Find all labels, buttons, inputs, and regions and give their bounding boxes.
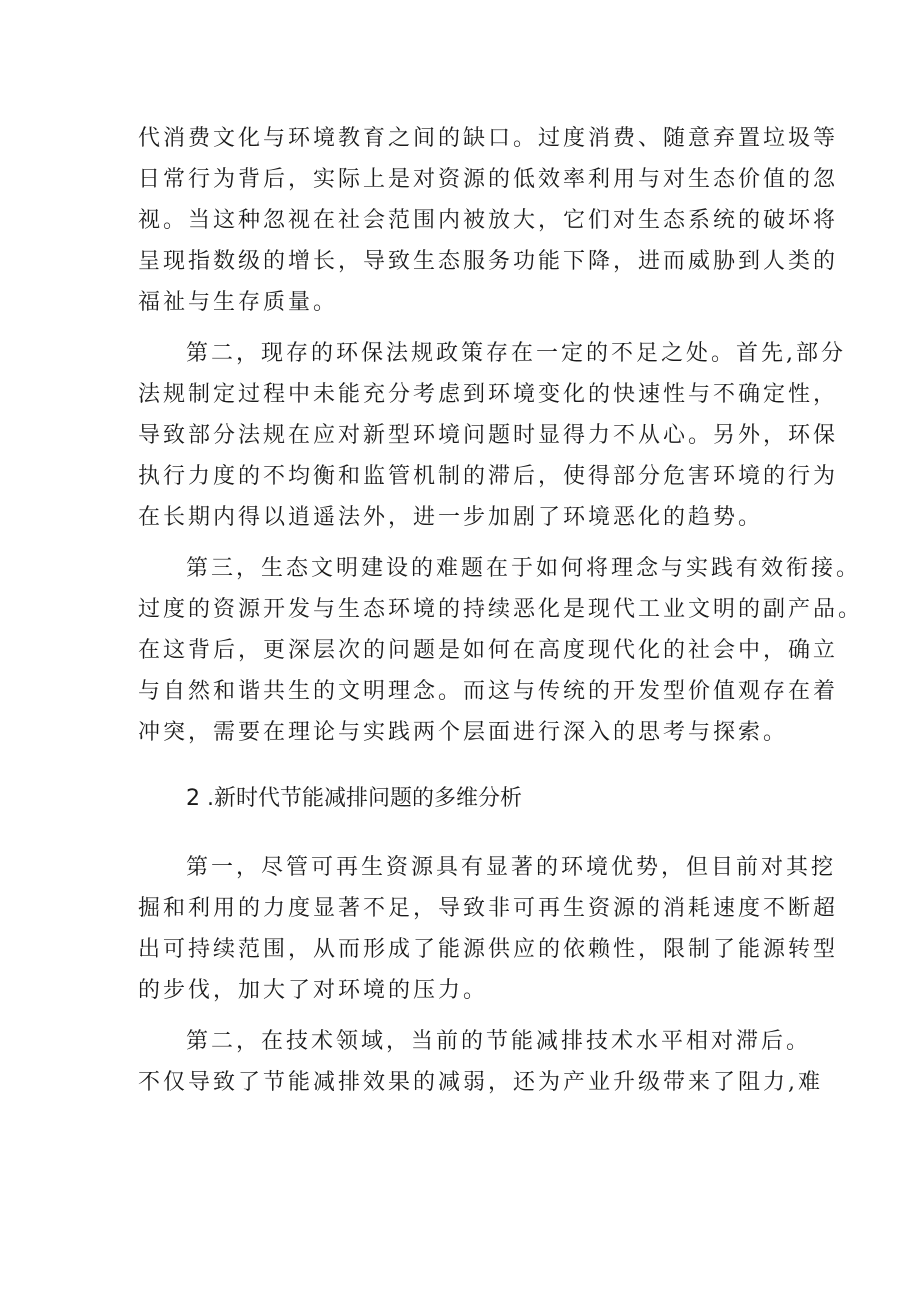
text-line: 掘和利用的力度显著不足，导致非可再生资源的消耗速度不断超 (138, 896, 839, 921)
text-line: 过度的资源开发与生态环境的持续恶化是现代工业文明的副产品。 (138, 597, 864, 622)
text-line: 的步伐，加大了对环境的压力。 (138, 978, 489, 1003)
paragraph-consumption-culture (138, 118, 839, 323)
paragraph-technology (138, 1021, 823, 1103)
text-line: 冲突，需要在理论与实践两个层面进行深入的思考与探索。 (138, 720, 789, 745)
text-line: 执行力度的不均衡和监管机制的滞后，使得部分危害环境的行为 (138, 464, 839, 489)
text-line: 不仅导致了节能减排效果的减弱，还为产业升级带来了阻力,难 (138, 1070, 823, 1095)
text-line: 第一，尽管可再生资源具有显著的环境优势，但目前对其挖 (186, 855, 837, 880)
text-line: 第二，在技术领域，当前的节能减排技术水平相对滞后。 (186, 1029, 812, 1054)
text-line: 第二，现存的环保法规政策存在一定的不足之处。首先,部分 (186, 341, 846, 366)
text-line: 导致部分法规在应对新型环境问题时显得力不从心。另外，环保 (138, 423, 839, 448)
text-line: 代消费文化与环境教育之间的缺口。过度消费、随意弃置垃圾等 (138, 126, 839, 151)
text-line: 与自然和谐共生的文明理念。而这与传统的开发型价值观存在着 (138, 679, 839, 704)
paragraph-ecological-civilization (138, 548, 864, 753)
text-line: 视。当这种忽视在社会范围内被放大，它们对生态系统的破坏将 (138, 208, 839, 233)
text-line: 日常行为背后，实际上是对资源的低效率利用与对生态价值的忽 (138, 167, 839, 192)
paragraph-regulations (138, 333, 846, 538)
section-heading: 2 .新时代节能减排问题的多维分析 (186, 786, 522, 811)
text-line: 在长期内得以逍遥法外，进一步加剧了环境恶化的趋势。 (138, 505, 764, 530)
paragraph-renewable-resources (138, 847, 839, 1011)
text-line: 福祉与生存质量。 (138, 290, 339, 315)
text-line: 第三，生态文明建设的难题在于如何将理念与实践有效衔接。 (186, 556, 862, 581)
text-line: 出可持续范围，从而形成了能源供应的依赖性，限制了能源转型 (138, 937, 839, 962)
text-line: 法规制定过程中未能充分考虑到环境变化的快速性与不确定性， (138, 382, 839, 407)
text-line: 在这背后，更深层次的问题是如何在高度现代化的社会中，确立 (138, 638, 839, 663)
text-line: 呈现指数级的增长，导致生态服务功能下降，进而威胁到人类的 (138, 249, 839, 274)
